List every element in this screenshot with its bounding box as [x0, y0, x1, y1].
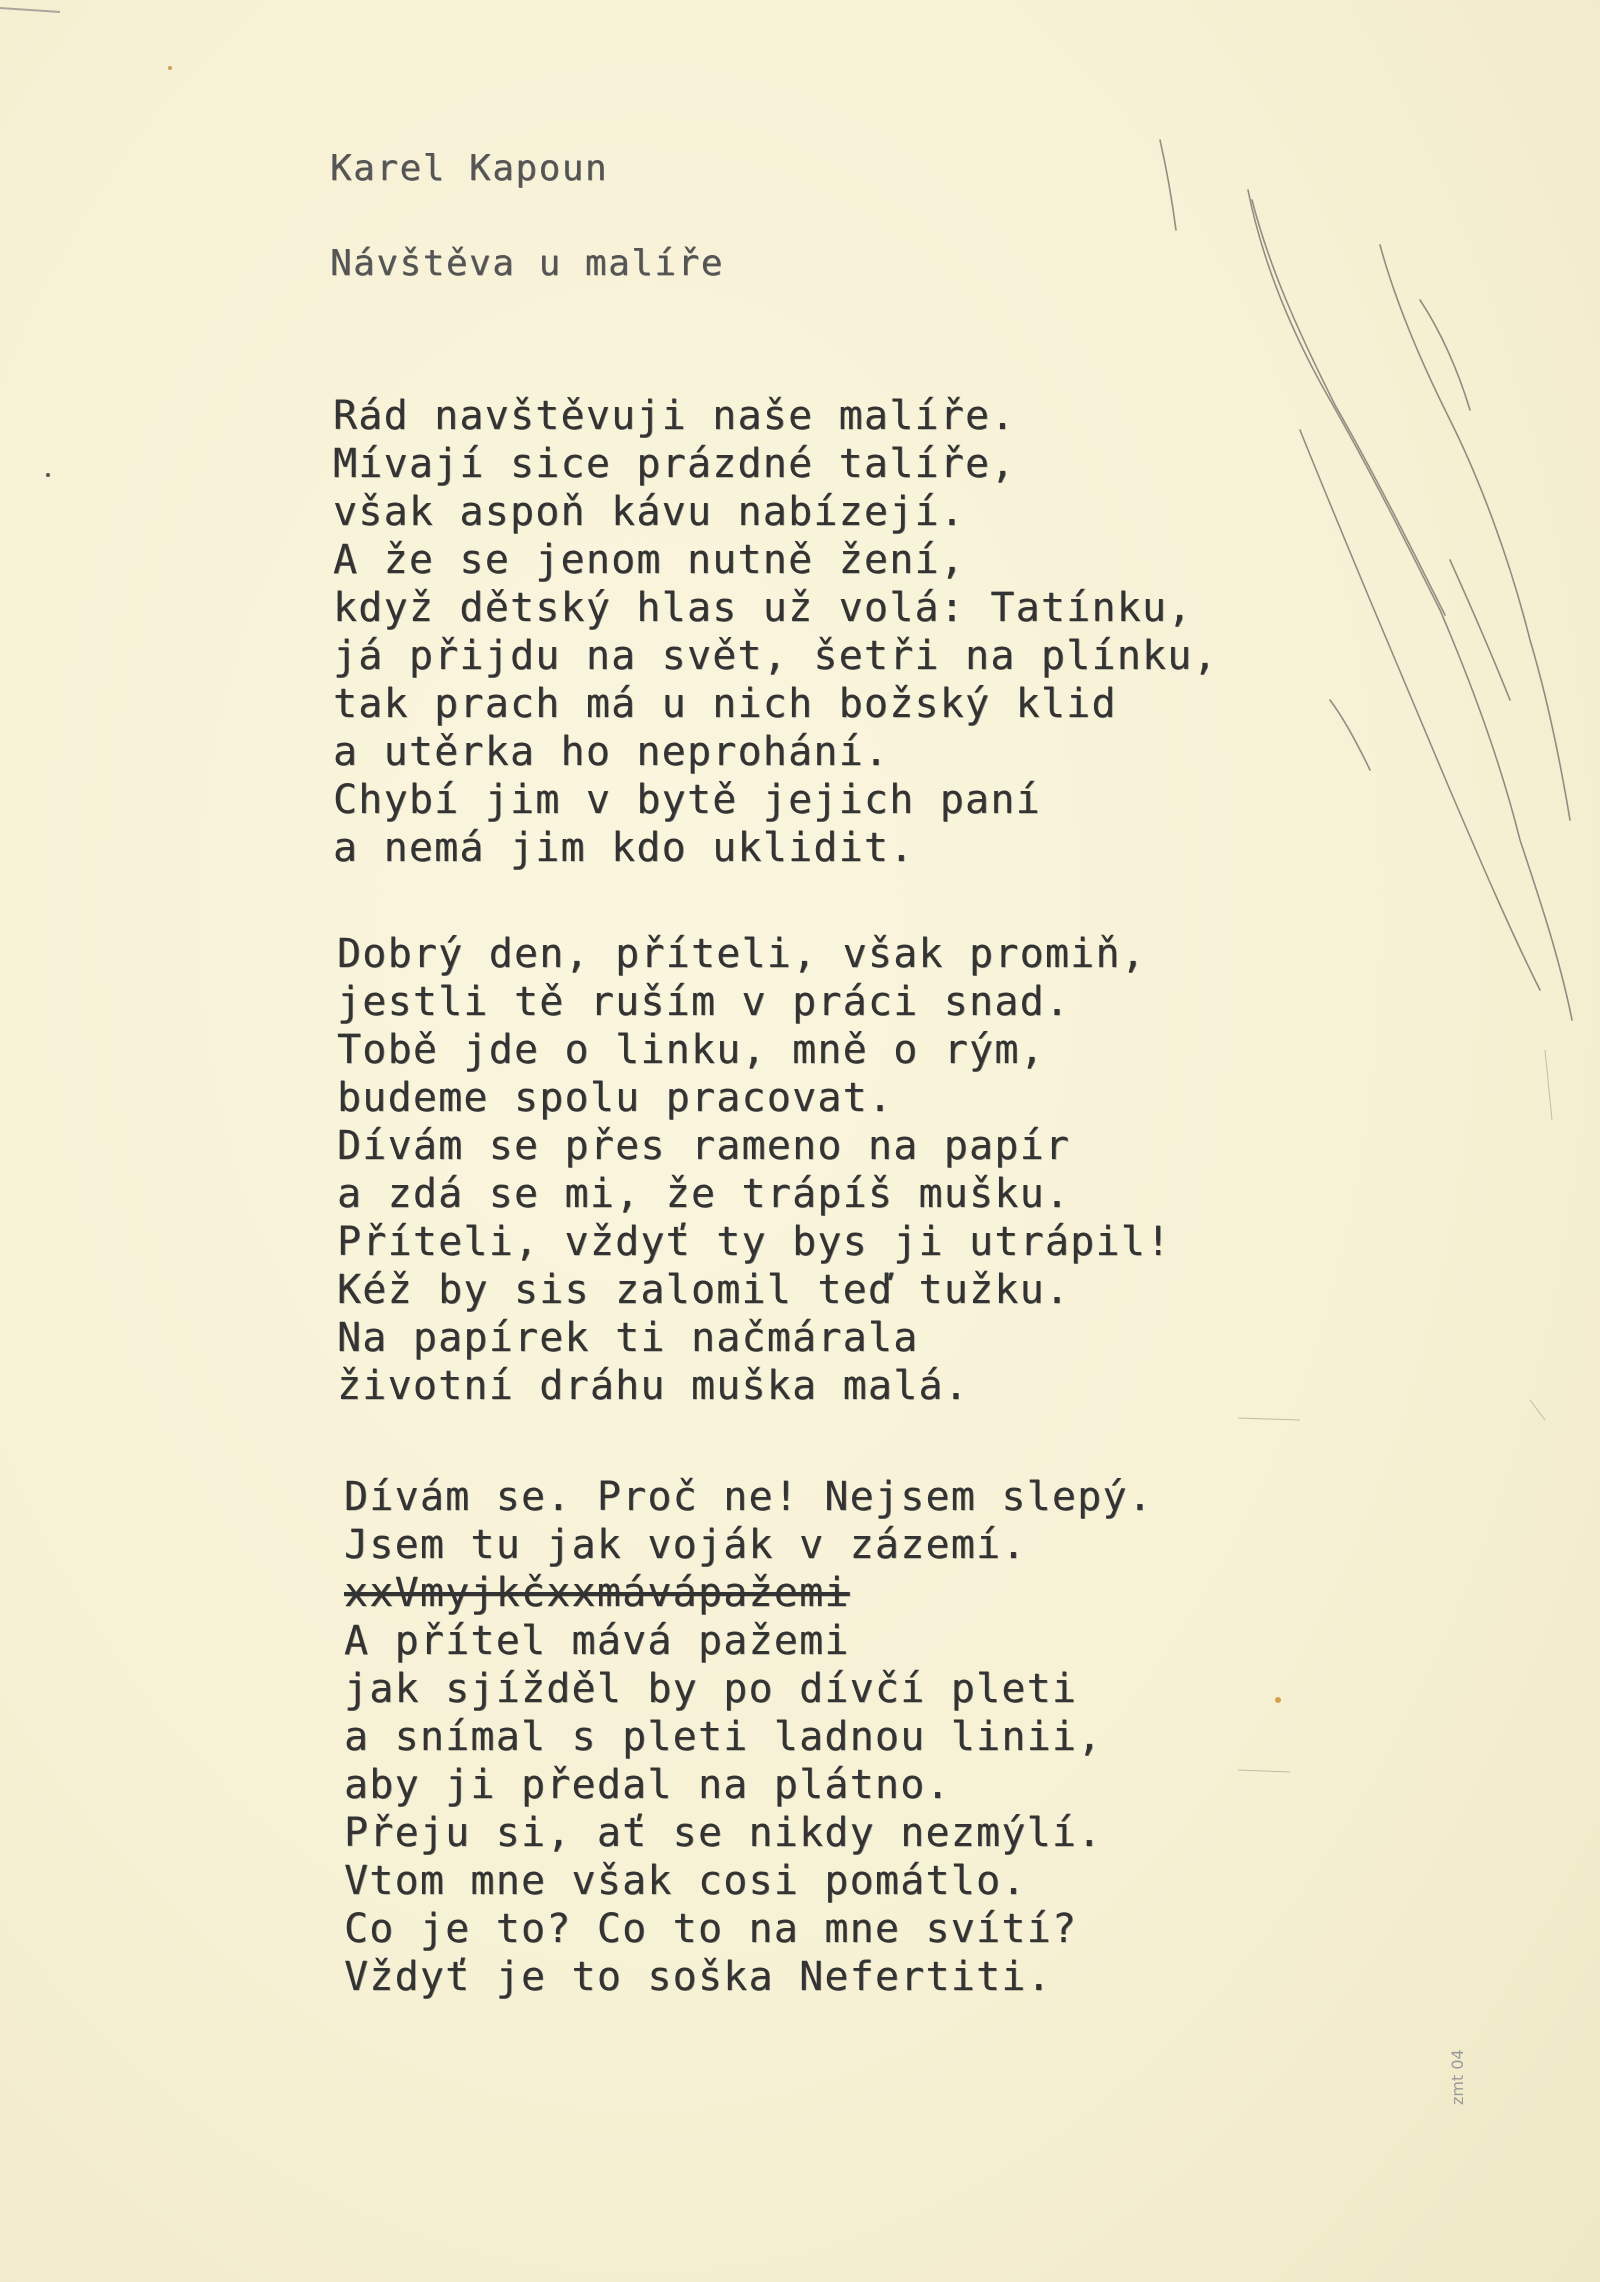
archive-mark: zmt 04 — [1448, 2049, 1467, 2105]
poem-line: budeme spolu pracovat. — [337, 1075, 894, 1121]
poem-line: jak sjížděl by po dívčí pleti — [344, 1666, 1078, 1712]
poem-line: a zdá se mi, že trápíš mušku. — [337, 1171, 1071, 1217]
poem-line: když dětský hlas už volá: Tatínku, — [333, 585, 1193, 631]
poem-line: Tobě jde o linku, mně o rým, — [337, 1027, 1045, 1073]
poem-line: Chybí jim v bytě jejich paní — [333, 777, 1041, 823]
poem-line: A že se jenom nutně žení, — [333, 537, 966, 583]
poem-line: však aspoň kávu nabízejí. — [333, 489, 966, 535]
poem-line: jestli tě ruším v práci snad. — [337, 979, 1071, 1025]
poem-line: Rád navštěvuji naše malíře. — [333, 393, 1016, 439]
poem-line: Mívají sice prázdné talíře, — [333, 441, 1016, 487]
poem-line: Dívám se přes rameno na papír — [337, 1123, 1071, 1169]
poem-line: aby ji předal na plátno. — [344, 1762, 951, 1808]
poem-line: já přijdu na svět, šetři na plínku, — [333, 633, 1218, 679]
poem-line: Vždyť je to soška Nefertiti. — [344, 1954, 1052, 2000]
author-name: Karel Kapoun — [330, 148, 609, 189]
poem-line: Na papírek ti načmárala — [337, 1315, 919, 1361]
poem-line: a snímal s pleti ladnou linii, — [344, 1714, 1103, 1760]
poem-line: Co je to? Co to na mne svítí? — [344, 1906, 1078, 1952]
stanza-2 — [337, 930, 1171, 1410]
stanza-3 — [344, 1473, 1153, 2001]
poem-title: Návštěva u malíře — [330, 243, 724, 284]
poem-line: Jsem tu jak voják v zázemí. — [344, 1522, 1027, 1568]
poem-line: Přeju si, ať se nikdy nezmýlí. — [344, 1810, 1103, 1856]
poem-line: Příteli, vždyť ty bys ji utrápil! — [337, 1219, 1172, 1265]
poem-line: životní dráhu muška malá. — [337, 1363, 970, 1409]
poem-line: a nemá jim kdo uklidit. — [333, 825, 915, 871]
poem-line: Dívám se. Proč ne! Nejsem slepý. — [344, 1474, 1154, 1520]
poem-line: tak prach má u nich božský klid — [333, 681, 1117, 727]
poem-line: A přítel mává pažemi — [344, 1618, 850, 1664]
poem-line: Kéž by sis zalomil teď tužku. — [337, 1267, 1071, 1313]
poem-line: a utěrka ho neprohání. — [333, 729, 890, 775]
struck-out-line: xxVmyjkčxxmávápažemi — [344, 1570, 850, 1616]
poem-line: Vtom mne však cosi pomátlo. — [344, 1858, 1027, 1904]
poem-line: Dobrý den, příteli, však promiň, — [337, 931, 1147, 977]
stanza-1 — [333, 392, 1218, 872]
